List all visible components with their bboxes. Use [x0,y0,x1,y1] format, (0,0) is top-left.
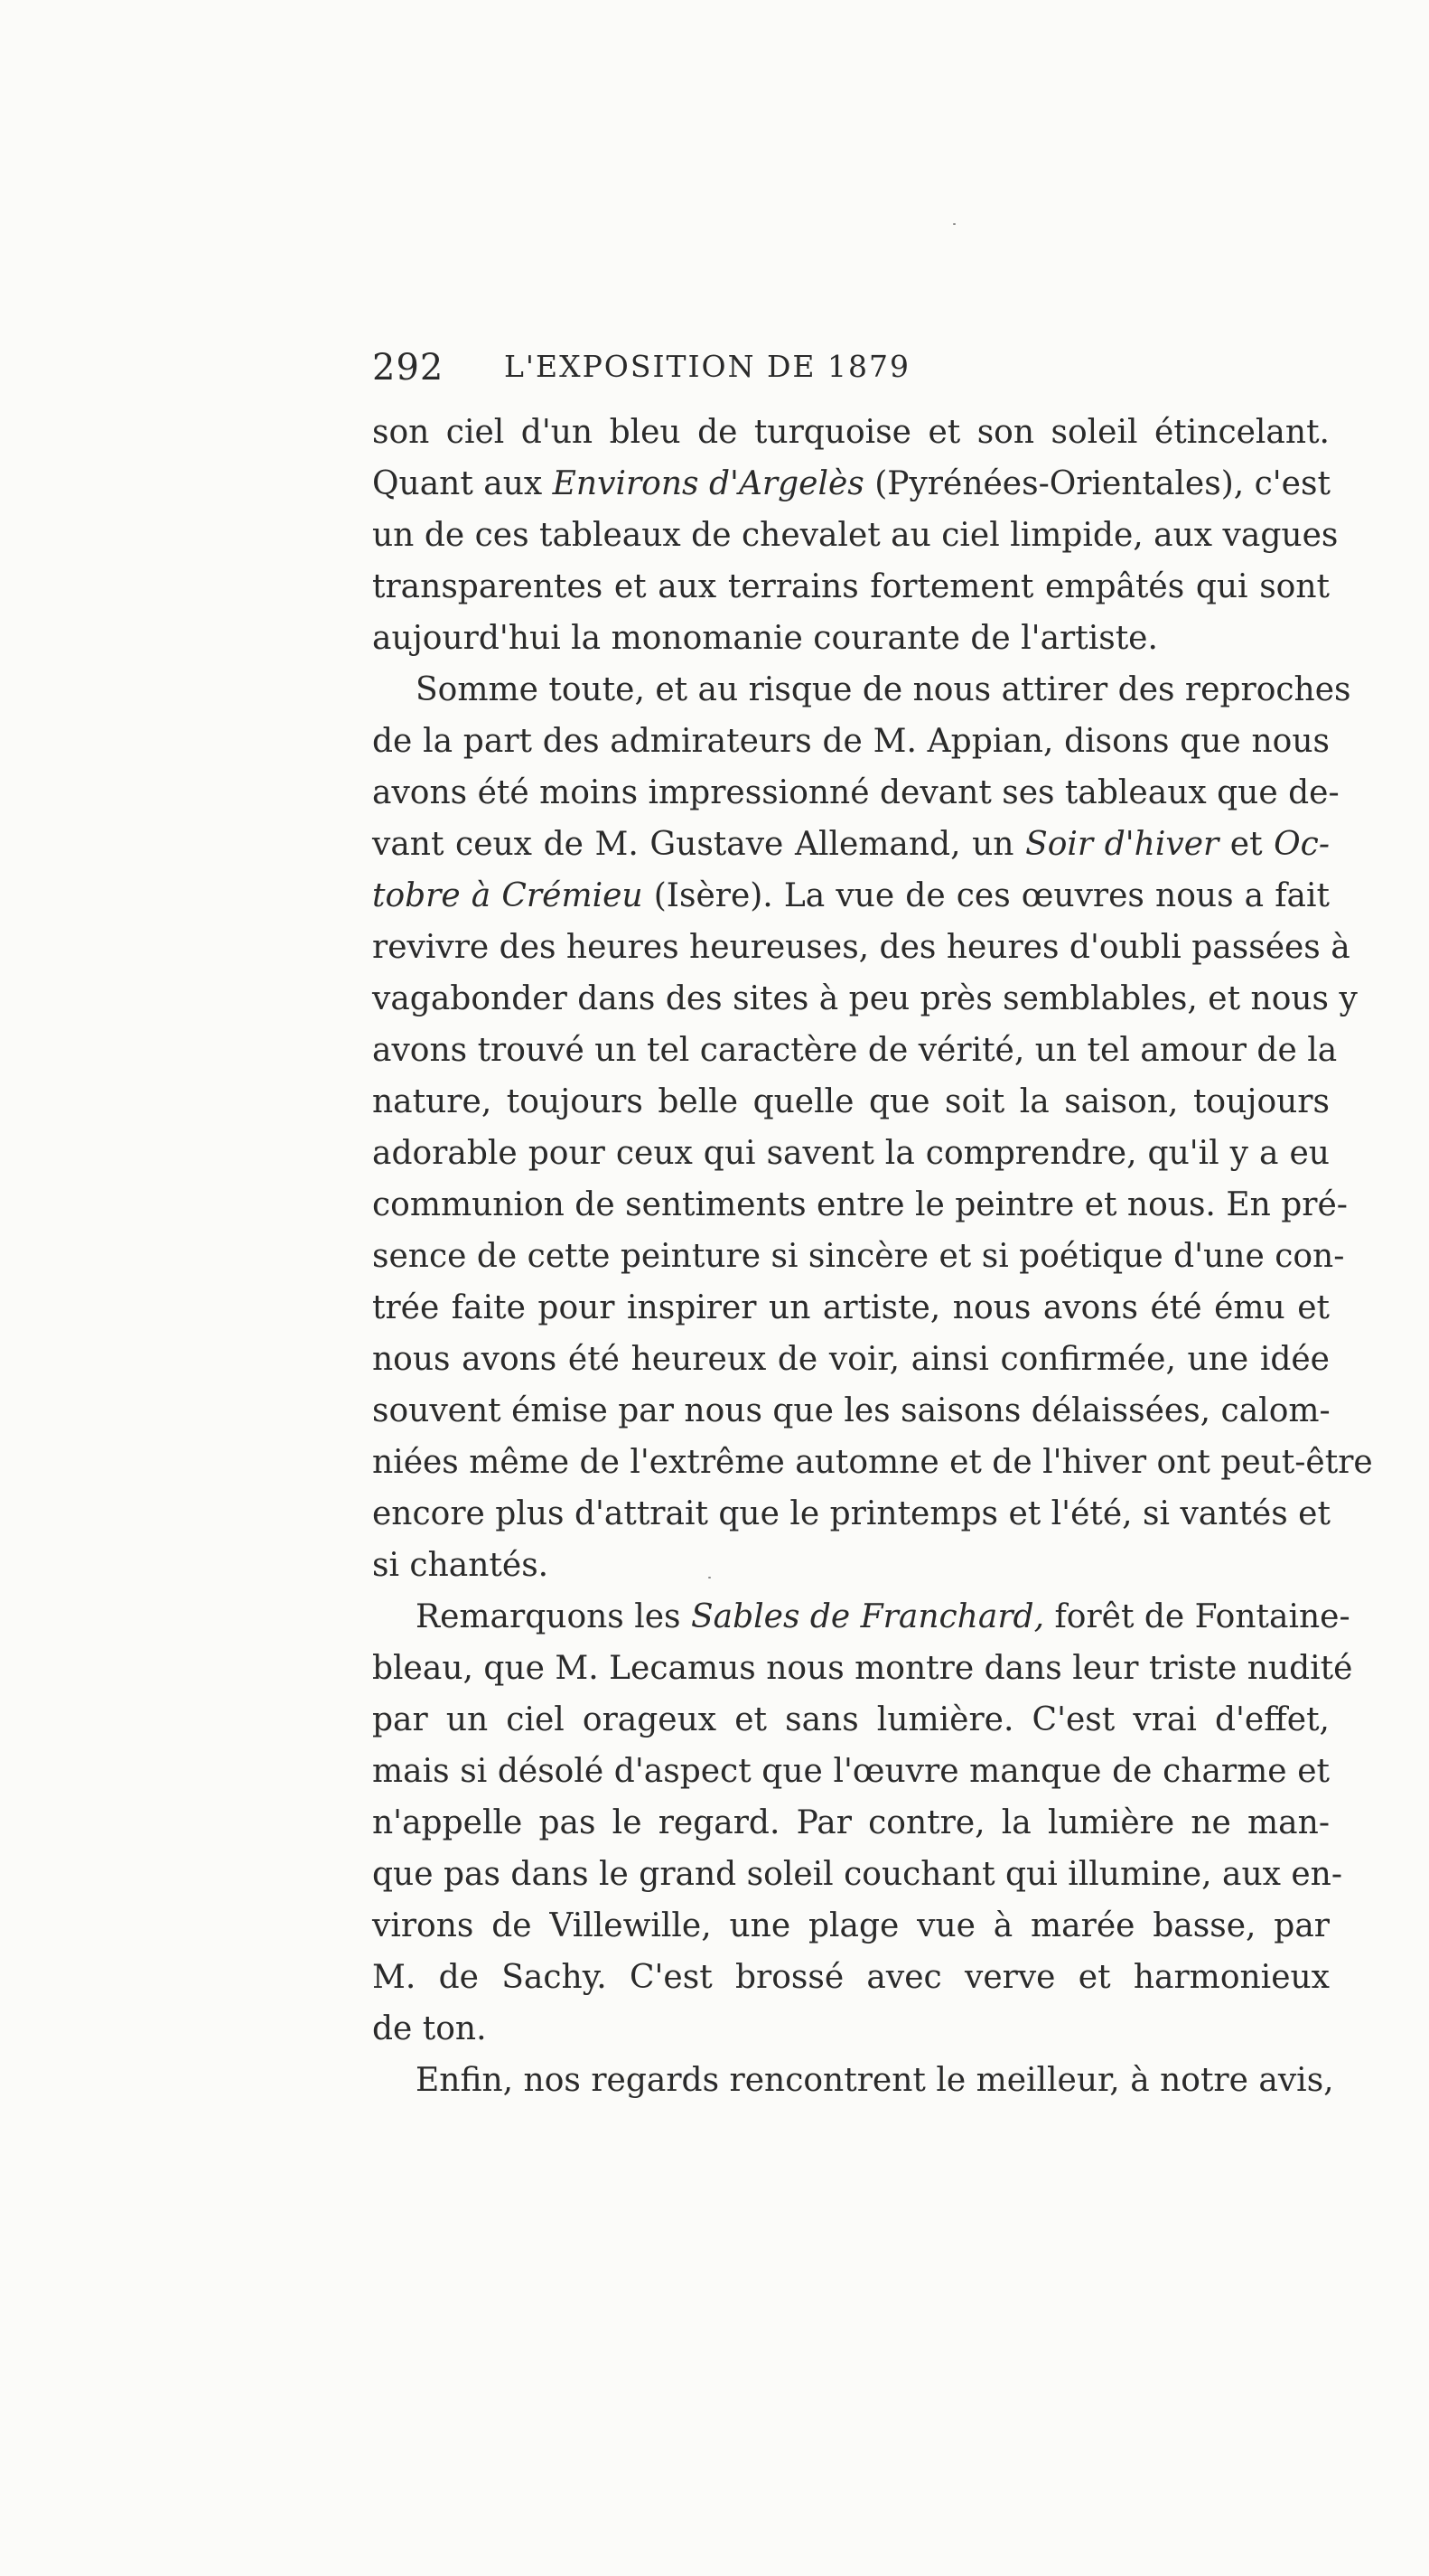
text-line: vant ceux de M. Gustave Allemand, un Soir d'hiver et Oc- [372,826,1330,863]
text-line: Remarquons les Sables de Franchard, forêt de Fontaine- [416,1598,1350,1635]
text-line: trée faite pour inspirer un artiste, nous avons été ému et [372,1289,1330,1326]
text-line: de la part des admirateurs de M. Appian, disons que nous [372,723,1330,760]
running-head [372,347,1042,410]
text-line: souvent émise par nous que les saisons délaissées, calom- [372,1392,1331,1429]
text-line: Somme toute, et au risque de nous attirer des reproches [416,671,1351,708]
text-line: vagabonder dans des sites à peu près semblables, et nous y [372,980,1358,1017]
text-line: sence de cette peinture si sincère et si poétique d'une con- [372,1238,1345,1275]
text-line: avons trouvé un tel caractère de vérité, un tel amour de la [372,1032,1338,1069]
artwork-title: Sables de Franchard, [690,1598,1045,1635]
text-line: revivre des heures heureuses, des heures d'oubli passées à [372,929,1350,966]
text-line: si chantés. [372,1547,549,1584]
running-title: L'EXPOSITION DE 1879 [504,349,911,384]
text-line: aujourd'hui la monomanie courante de l'artiste. [372,620,1158,657]
text-line: un de ces tableaux de chevalet au ciel limpide, aux vagues [372,517,1339,554]
text-line: virons de Villewille, une plage vue à marée basse, par [372,1907,1330,1944]
text-line: que pas dans le grand soleil couchant qui illumine, aux en- [372,1856,1343,1893]
text-line: par un ciel orageux et sans lumière. C'est vrai d'effet, [372,1701,1330,1738]
text-line: encore plus d'attrait que le printemps et l'été, si vantés et [372,1495,1331,1532]
text-line: tobre à Crémieu (Isère). La vue de ces œuvres nous a fait [372,877,1330,914]
artwork-title: Soir d'hiver [1025,826,1219,863]
text-line: transparentes et aux terrains fortement empâtés qui sont [372,568,1330,605]
paper-speck [953,223,956,225]
text-line: n'appelle pas le regard. Par contre, la lumière ne man- [372,1804,1330,1841]
artwork-title: tobre à Crémieu [372,877,643,914]
text-line: M. de Sachy. C'est brossé avec verve et harmonieux [372,1959,1330,1996]
text-line: Enfin, nos regards rencontrent le meilleur, à notre avis, [416,2062,1334,2099]
artwork-title: Oc- [1274,826,1330,863]
artwork-title: Environs d'Argelès [552,465,864,502]
text-line: Quant aux Environs d'Argelès (Pyrénées-Orientales), c'est [372,465,1331,502]
text-line: bleau, que M. Lecamus nous montre dans leur triste nudité [372,1650,1353,1687]
text-line: adorable pour ceux qui savent la comprendre, qu'il y a eu [372,1135,1330,1172]
text-line: communion de sentiments entre le peintre et nous. En pré- [372,1186,1348,1223]
text-line: niées même de l'extrême automne et de l'hiver ont peut-être [372,1444,1373,1481]
body-text [372,407,1373,2106]
text-line: nous avons été heureux de voir, ainsi confirmée, une idée [372,1341,1330,1378]
text-line: nature, toujours belle quelle que soit la saison, toujours [372,1083,1330,1120]
page-number: 292 [372,347,444,389]
text-line: mais si désolé d'aspect que l'œuvre manque de charme et [372,1753,1330,1790]
text-line: avons été moins impressionné devant ses tableaux que de- [372,774,1340,811]
text-line: de ton. [372,2010,487,2047]
paper-speck [708,1577,711,1578]
text-line: son ciel d'un bleu de turquoise et son soleil étincelant. [372,414,1330,451]
